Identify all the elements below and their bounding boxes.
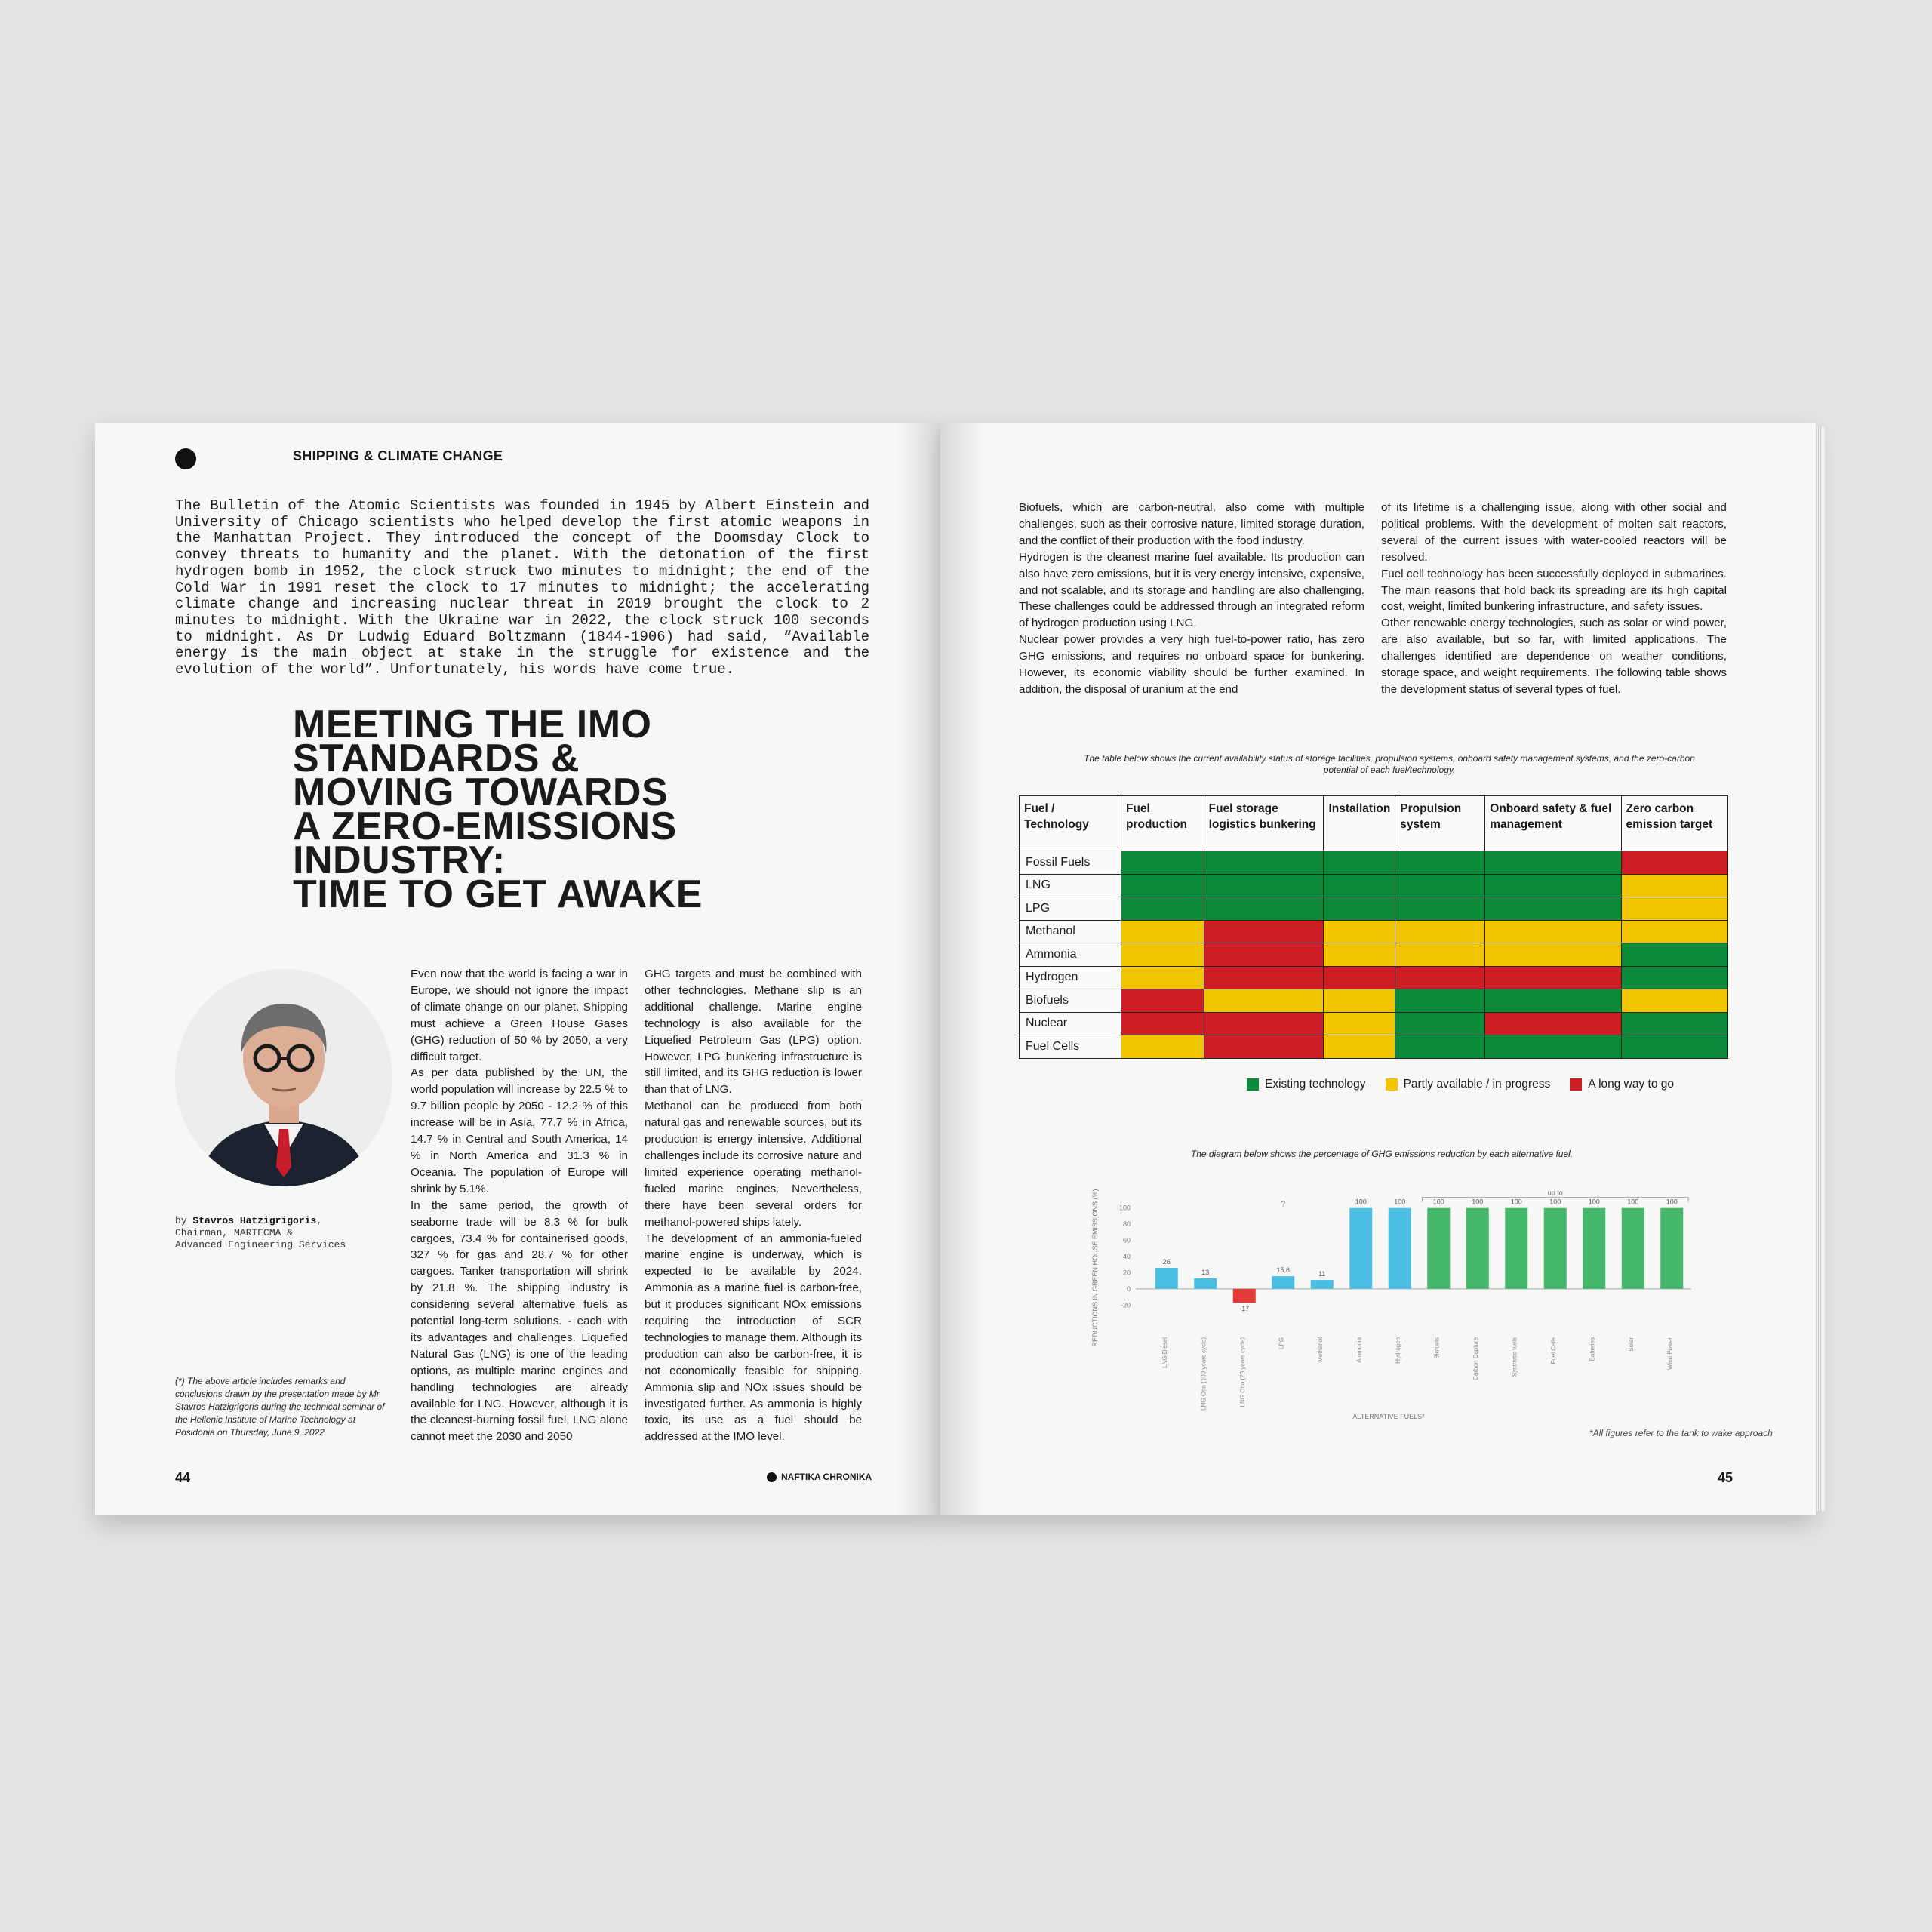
paragraph: Biofuels, which are carbon-neutral, also come with multiple challenges, such as their corrosive nature, limited storage duration, and the conflict of their production with the food industry. bbox=[1019, 501, 1364, 547]
status-cell bbox=[1204, 897, 1324, 921]
footnote: (*) The above article includes remarks and conclusions drawn by the presentation made by Mr Stavros Hatzigrigoris during the technical seminar of the Hellenic Institute of Marine Technology at Posidonia on Thursday, June 9, 2022. bbox=[175, 1376, 385, 1438]
category-label: Batteries bbox=[1589, 1337, 1596, 1361]
status-cell bbox=[1395, 851, 1485, 875]
byline-prefix: by bbox=[175, 1215, 187, 1226]
status-cell bbox=[1121, 1035, 1204, 1059]
status-cell bbox=[1324, 966, 1395, 989]
paragraph: The development of an ammonia-fueled marine engine is underway, which is expected to be available by 2024. Ammonia as a marine fuel is carbon-free, but it produces significant NOx emissions requiring the introduction of SCR technologies to manage them. Although its production can also be carbon-free, it is not economically feasible for shipping. Ammonia slip and NOx issues should be investigated further. As ammonia is highly toxic, its use as a fuel should be addressed at the IMO level. bbox=[645, 1232, 862, 1444]
fuel-name-cell: Fuel Cells bbox=[1020, 1035, 1121, 1059]
body-column-2 bbox=[645, 966, 862, 1445]
status-cell bbox=[1485, 966, 1621, 989]
paragraph: GHG targets and must be combined with other technologies. Methane slip is an additional challenge. Marine engine technology is also available for the Liquefied Petroleum Gas (LPG) option. However, LPG bunkering infrastructure is still limited, and its GHG reduction is lower than that of LNG. bbox=[645, 968, 862, 1097]
bar-value-label: 100 bbox=[1549, 1198, 1561, 1206]
paragraph: of its lifetime is a challenging issue, along with other social and political problems. With the development of molten salt reactors, several of the current issues with water-cooled reactors will be resolved. bbox=[1381, 501, 1727, 564]
status-cell bbox=[1485, 989, 1621, 1013]
bar-value-label: 100 bbox=[1394, 1198, 1406, 1206]
bar-value-label: 100 bbox=[1627, 1198, 1639, 1206]
status-cell bbox=[1485, 897, 1621, 921]
legend-label: Partly available / in progress bbox=[1403, 1078, 1551, 1091]
bar-value-label: 15.6 bbox=[1276, 1266, 1291, 1275]
fuel-name-cell: LPG bbox=[1020, 897, 1121, 921]
status-cell bbox=[1204, 851, 1324, 875]
status-cell bbox=[1324, 989, 1395, 1013]
status-cell bbox=[1121, 989, 1204, 1013]
bar bbox=[1660, 1208, 1683, 1289]
fuel-name-cell: Hydrogen bbox=[1020, 966, 1121, 989]
y-tick-label: 0 bbox=[1126, 1284, 1131, 1293]
status-cell bbox=[1395, 1035, 1485, 1059]
table-row bbox=[1020, 943, 1728, 967]
author-role: Advanced Engineering Services bbox=[175, 1239, 346, 1251]
bar bbox=[1544, 1208, 1567, 1289]
column-header: Propulsion system bbox=[1395, 796, 1485, 851]
bar-value-label: 26 bbox=[1162, 1258, 1171, 1266]
author-role: Chairman, MARTECMA & bbox=[175, 1227, 294, 1238]
category-label: Solar bbox=[1627, 1337, 1635, 1352]
bar-value-label: 100 bbox=[1432, 1198, 1444, 1206]
status-cell bbox=[1324, 1035, 1395, 1059]
status-cell bbox=[1204, 1035, 1324, 1059]
fuel-name-cell: Fossil Fuels bbox=[1020, 851, 1121, 875]
legend-swatch-yellow bbox=[1386, 1078, 1398, 1091]
status-cell bbox=[1324, 851, 1395, 875]
table-row bbox=[1020, 920, 1728, 943]
fuel-status-table bbox=[1019, 795, 1728, 1059]
category-label: Biofuels bbox=[1433, 1337, 1441, 1359]
headline-line: MOVING TOWARDS bbox=[293, 771, 669, 814]
up-to-label: up to bbox=[1547, 1189, 1563, 1197]
section-logo-icon bbox=[175, 448, 196, 469]
table-row bbox=[1020, 966, 1728, 989]
x-axis-label: ALTERNATIVE FUELS* bbox=[1352, 1413, 1425, 1420]
status-cell bbox=[1395, 874, 1485, 897]
bar bbox=[1505, 1208, 1527, 1289]
bar-value-label: -17 bbox=[1239, 1305, 1250, 1313]
y-axis-label: REDUCTIONS IN GREEN HOUSE EMISSIONS (%) bbox=[1091, 1189, 1099, 1347]
bar-value-label: 100 bbox=[1510, 1198, 1522, 1206]
magazine-spread bbox=[95, 423, 1816, 1515]
bar bbox=[1272, 1276, 1294, 1289]
brand-logo-icon bbox=[767, 1472, 777, 1482]
bar-value-label: 100 bbox=[1666, 1198, 1678, 1206]
column-header: Fuel storage logistics bunkering bbox=[1204, 796, 1324, 851]
status-cell bbox=[1621, 1012, 1727, 1035]
bar bbox=[1622, 1208, 1644, 1289]
legend-label: A long way to go bbox=[1588, 1078, 1675, 1091]
status-cell bbox=[1621, 989, 1727, 1013]
status-cell bbox=[1395, 897, 1485, 921]
status-cell bbox=[1204, 1012, 1324, 1035]
status-cell bbox=[1621, 874, 1727, 897]
bar-value-label: 100 bbox=[1355, 1198, 1367, 1206]
table-caption: The table below shows the current availability status of storage facilities, propulsion systems, onboard safety management systems, and the zero-carbon potential of each fuel/technology. bbox=[1084, 753, 1695, 775]
status-cell bbox=[1621, 1035, 1727, 1059]
bar bbox=[1155, 1268, 1178, 1289]
status-cell bbox=[1621, 943, 1727, 967]
y-tick-label: 100 bbox=[1118, 1204, 1131, 1212]
paragraph: Nuclear power provides a very high fuel-to-power ratio, has zero GHG emissions, and requires no onboard space for bunkering. However, its economic viability should be further examined. In addition, the disposal of uranium at the end bbox=[1019, 633, 1364, 696]
column-header: Installation bbox=[1324, 796, 1395, 851]
legend-item bbox=[1386, 1078, 1551, 1091]
page-stack-edge bbox=[1816, 427, 1825, 1511]
table-body bbox=[1020, 851, 1728, 1059]
author-name: Stavros Hatzigrigoris bbox=[192, 1215, 317, 1226]
table-legend bbox=[1247, 1078, 1674, 1091]
category-label: Carbon Capture bbox=[1472, 1337, 1479, 1380]
table-row bbox=[1020, 897, 1728, 921]
author-byline: by Stavros Hatzigrigoris, Chairman, MARTECMA & Advanced Engineering Services bbox=[175, 1215, 346, 1251]
status-cell bbox=[1395, 943, 1485, 967]
section-title: SHIPPING & CLIMATE CHANGE bbox=[293, 448, 503, 463]
category-label: LPG bbox=[1278, 1337, 1285, 1350]
bar bbox=[1349, 1208, 1372, 1289]
headline-line: MEETING THE IMO bbox=[293, 703, 652, 746]
y-tick-label: 20 bbox=[1122, 1269, 1131, 1277]
status-cell bbox=[1121, 1012, 1204, 1035]
chart-note: *All figures refer to the tank to wake approach bbox=[1589, 1428, 1773, 1438]
bar bbox=[1194, 1278, 1217, 1289]
bar bbox=[1389, 1208, 1411, 1289]
y-tick-label: -20 bbox=[1120, 1301, 1131, 1309]
legend-item bbox=[1247, 1078, 1366, 1091]
gutter-shadow bbox=[895, 423, 940, 1515]
column-header: Onboard safety & fuel management bbox=[1485, 796, 1621, 851]
bar-value-label: 100 bbox=[1588, 1198, 1600, 1206]
y-tick-label: 60 bbox=[1122, 1236, 1131, 1244]
status-cell bbox=[1485, 851, 1621, 875]
status-cell bbox=[1395, 920, 1485, 943]
category-label: LNG Diesel bbox=[1161, 1337, 1168, 1368]
status-cell bbox=[1485, 874, 1621, 897]
status-cell bbox=[1204, 943, 1324, 967]
table-row bbox=[1020, 1035, 1728, 1059]
body-column-3 bbox=[1019, 500, 1364, 698]
status-cell bbox=[1121, 897, 1204, 921]
bar bbox=[1233, 1289, 1256, 1303]
legend-label: Existing technology bbox=[1265, 1078, 1366, 1091]
status-cell bbox=[1395, 1012, 1485, 1035]
category-label: Synthetic fuels bbox=[1511, 1337, 1518, 1377]
legend-swatch-green bbox=[1247, 1078, 1259, 1091]
category-label: Wind Power bbox=[1666, 1337, 1674, 1371]
intro-paragraph: The Bulletin of the Atomic Scientists was founded in 1945 by Albert Einstein and University of Chicago scientists who helped develop the first atomic weapons in the Manhattan Project. They introduced the concept of the Doomsday Clock to convey threats to humanity and the planet. With the detonation of the first hydrogen bomb in 1952, the clock struck two minutes to midnight; the end of the Cold War in 1991 reset the clock to 17 minutes to midnight; the accelerating climate change and increasing nuclear threat in 2019 brought the clock to 2 minutes to midnight. With the Ukraine war in 2022, the clock struck 100 seconds to midnight. As Dr Ludwig Eduard Boltzmann (1844-1906) had said, “Available energy is the main object at stake in the struggle for existence and the evolution of the world”. Unfortunately, his words have come true. bbox=[175, 497, 869, 678]
category-label: Ammonia bbox=[1355, 1337, 1363, 1363]
y-tick-label: 80 bbox=[1122, 1220, 1131, 1229]
fuel-name-cell: Biofuels bbox=[1020, 989, 1121, 1013]
author-portrait bbox=[175, 969, 392, 1186]
status-cell bbox=[1324, 1012, 1395, 1035]
category-label: LNG Otto (100 years cycle) bbox=[1200, 1337, 1208, 1411]
status-cell bbox=[1204, 874, 1324, 897]
right-page bbox=[940, 423, 1816, 1515]
status-cell bbox=[1121, 874, 1204, 897]
page-number-left: 44 bbox=[175, 1470, 191, 1485]
status-cell bbox=[1324, 943, 1395, 967]
status-cell bbox=[1485, 1035, 1621, 1059]
bar-value-label: 100 bbox=[1472, 1198, 1484, 1206]
brand-name: NAFTIKA CHRONIKA bbox=[781, 1472, 872, 1482]
status-cell bbox=[1621, 920, 1727, 943]
status-cell bbox=[1204, 920, 1324, 943]
body-column-4 bbox=[1381, 500, 1727, 698]
unknown-marker: ? bbox=[1281, 1200, 1286, 1209]
headline-line: TIME TO GET AWAKE bbox=[293, 872, 703, 916]
status-cell bbox=[1121, 851, 1204, 875]
status-cell bbox=[1121, 920, 1204, 943]
column-header: Zero carbon emission target bbox=[1621, 796, 1727, 851]
paragraph: Hydrogen is the cleanest marine fuel available. Its production can also have zero emissions, but it is very energy intensive, expensive, and not scalable, and its storage and handling are also challenging. These challenges could be addressed through an integrated reform of hydrogen production using LNG. bbox=[1019, 550, 1364, 630]
headline-line: STANDARDS & bbox=[293, 737, 580, 780]
body-column-1 bbox=[411, 966, 628, 1445]
page-number-right: 45 bbox=[1718, 1470, 1734, 1485]
status-cell bbox=[1621, 851, 1727, 875]
left-page bbox=[95, 423, 940, 1515]
paragraph: Even now that the world is facing a war in Europe, we should not ignore the impact of climate change on our planet. Shipping must achieve a Green House Gases (GHG) reduction of 50 % by 2050, a very difficult target. bbox=[411, 968, 628, 1063]
status-cell bbox=[1485, 1012, 1621, 1035]
headline-line: A ZERO-EMISSIONS bbox=[293, 804, 677, 848]
status-cell bbox=[1621, 966, 1727, 989]
brand-mark bbox=[767, 1472, 872, 1482]
column-header: Fuel production bbox=[1121, 796, 1204, 851]
status-cell bbox=[1121, 943, 1204, 967]
y-tick-label: 40 bbox=[1122, 1253, 1131, 1260]
gutter-shadow bbox=[940, 423, 986, 1515]
table-header-row bbox=[1020, 796, 1728, 851]
status-cell bbox=[1324, 920, 1395, 943]
status-cell bbox=[1621, 897, 1727, 921]
category-label: Hydrogen bbox=[1394, 1337, 1401, 1364]
status-cell bbox=[1204, 966, 1324, 989]
paragraph: Other renewable energy technologies, such as solar or wind power, are also available, but so far, with limited applications. The challenges identified are dependence on weather conditions, storage space, and weight requirements. The following table shows the development status of several types of fuel. bbox=[1381, 617, 1727, 696]
paragraph: As per data published by the UN, the world population will increase by 22.5 % to 9.7 billion people by 2050 - 12.2 % of this increase will be in Asia, 77.7 % in Africa, 14.7 % in Central and South America, 14 % in North America and 31.3 % in Oceania. The population of Europe will shrink by 5.1%. bbox=[411, 1066, 628, 1195]
table-row bbox=[1020, 874, 1728, 897]
legend-swatch-red bbox=[1570, 1078, 1582, 1091]
bar bbox=[1311, 1280, 1334, 1289]
fuel-name-cell: LNG bbox=[1020, 874, 1121, 897]
paragraph: Methanol can be produced from both natural gas and renewable sources, but its production is energy intensive. Additional challenges include its corrosive nature and limited experience operating methanol-fueled marine engines. Nevertheless, there have been several orders for methanol-powered ships lately. bbox=[645, 1100, 862, 1229]
status-cell bbox=[1485, 920, 1621, 943]
column-header: Fuel / Technology bbox=[1020, 796, 1121, 851]
headline-line: INDUSTRY: bbox=[293, 838, 506, 882]
legend-item bbox=[1570, 1078, 1674, 1091]
fuel-name-cell: Ammonia bbox=[1020, 943, 1121, 967]
bar bbox=[1427, 1208, 1450, 1289]
bar bbox=[1466, 1208, 1489, 1289]
fuel-name-cell: Nuclear bbox=[1020, 1012, 1121, 1035]
status-cell bbox=[1395, 989, 1485, 1013]
bar-value-label: 13 bbox=[1201, 1268, 1210, 1276]
category-label: Methanol bbox=[1316, 1337, 1324, 1362]
category-label: Fuel Cells bbox=[1549, 1337, 1557, 1364]
bar bbox=[1583, 1208, 1605, 1289]
fuel-name-cell: Methanol bbox=[1020, 920, 1121, 943]
status-cell bbox=[1324, 897, 1395, 921]
table-row bbox=[1020, 1012, 1728, 1035]
status-cell bbox=[1395, 966, 1485, 989]
status-cell bbox=[1121, 966, 1204, 989]
table-row bbox=[1020, 851, 1728, 875]
ghg-reduction-chart bbox=[1087, 1170, 1706, 1426]
category-label: LNG Otto (20 years cycle) bbox=[1238, 1337, 1246, 1407]
article-headline bbox=[293, 703, 761, 916]
table-row bbox=[1020, 989, 1728, 1013]
chart-caption: The diagram below shows the percentage of GHG emissions reduction by each alternative fuel. bbox=[1190, 1149, 1574, 1159]
paragraph: In the same period, the growth of seaborne trade will be 8.3 % for bulk cargoes, 73.4 % for containerised goods, 327 % for gas and 28.7 % for other cargoes. Tanker transportation will shrink by 21.8 %. The shipping industry is considering several alternative fuels as potential long-term solutions. - each with its advantages and challenges. Liquefied Natural Gas (LNG) is one of the leading options, as multiple marine engines and handling technologies are already available for LNG. However, although it is the cleanest-burning fossil fuel, LNG alone cannot meet the 2030 and 2050 bbox=[411, 1198, 628, 1444]
bar-value-label: 11 bbox=[1318, 1270, 1326, 1278]
paragraph: Fuel cell technology has been successfully deployed in submarines. The main reasons that hold back its spreading are its high capital cost, weight, limited bunkering infrastructure, and safety issues. bbox=[1381, 567, 1727, 614]
status-cell bbox=[1204, 989, 1324, 1013]
status-cell bbox=[1324, 874, 1395, 897]
status-cell bbox=[1485, 943, 1621, 967]
